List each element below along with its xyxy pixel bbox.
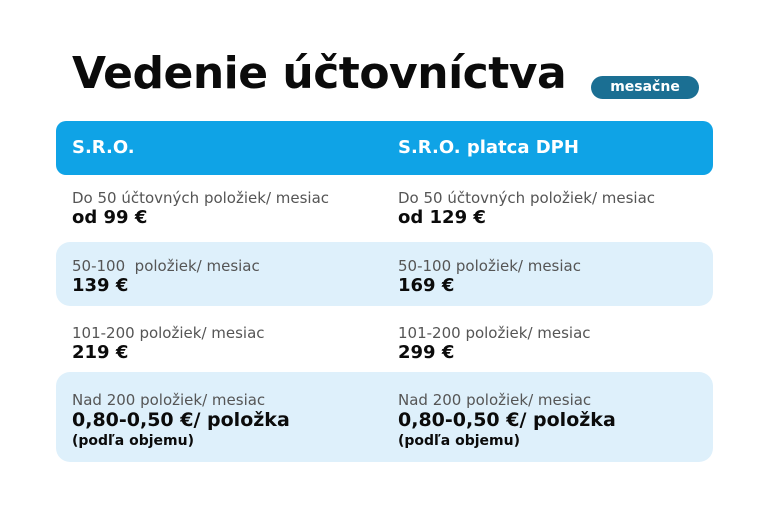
column-header-sro: S.R.O. — [72, 137, 135, 158]
table-row — [56, 178, 713, 240]
row-price: 219 € — [72, 342, 129, 363]
cell-sro — [72, 257, 260, 297]
row-description: 50-100 položiek/ mesiac — [398, 257, 581, 275]
period-badge: mesačne — [591, 76, 699, 99]
row-note: (podľa objemu) — [72, 433, 194, 449]
table-row — [56, 242, 713, 306]
table-header — [56, 121, 713, 175]
row-description: 50-100 položiek/ mesiac — [72, 257, 260, 275]
row-description: Do 50 účtovných položiek/ mesiac — [398, 189, 656, 207]
row-price: 0,80-0,50 €/ položka — [72, 409, 290, 431]
row-description: 101-200 položiek/ mesiac — [398, 324, 591, 342]
cell-sro — [72, 324, 265, 364]
cell-sro — [72, 391, 290, 451]
page-title: Vedenie účtovníctva — [72, 48, 567, 99]
row-description: Do 50 účtovných položiek/ mesiac — [72, 189, 330, 207]
row-price: od 129 € — [398, 207, 486, 228]
cell-sro-dph — [398, 257, 581, 297]
row-description: Nad 200 položiek/ mesiac — [72, 391, 266, 409]
row-price: 0,80-0,50 €/ položka — [398, 409, 616, 431]
cell-sro-dph — [398, 189, 655, 229]
column-header-sro-dph: S.R.O. platca DPH — [398, 137, 579, 158]
table-row — [56, 308, 713, 370]
row-price: 169 € — [398, 275, 455, 296]
row-price: 299 € — [398, 342, 455, 363]
row-price: od 99 € — [72, 207, 148, 228]
table-row — [56, 372, 713, 462]
row-price: 139 € — [72, 275, 129, 296]
row-description: Nad 200 položiek/ mesiac — [398, 391, 592, 409]
cell-sro — [72, 189, 329, 229]
row-note: (podľa objemu) — [398, 433, 520, 449]
row-description: 101-200 položiek/ mesiac — [72, 324, 265, 342]
cell-sro-dph — [398, 324, 591, 364]
cell-sro-dph — [398, 391, 616, 451]
